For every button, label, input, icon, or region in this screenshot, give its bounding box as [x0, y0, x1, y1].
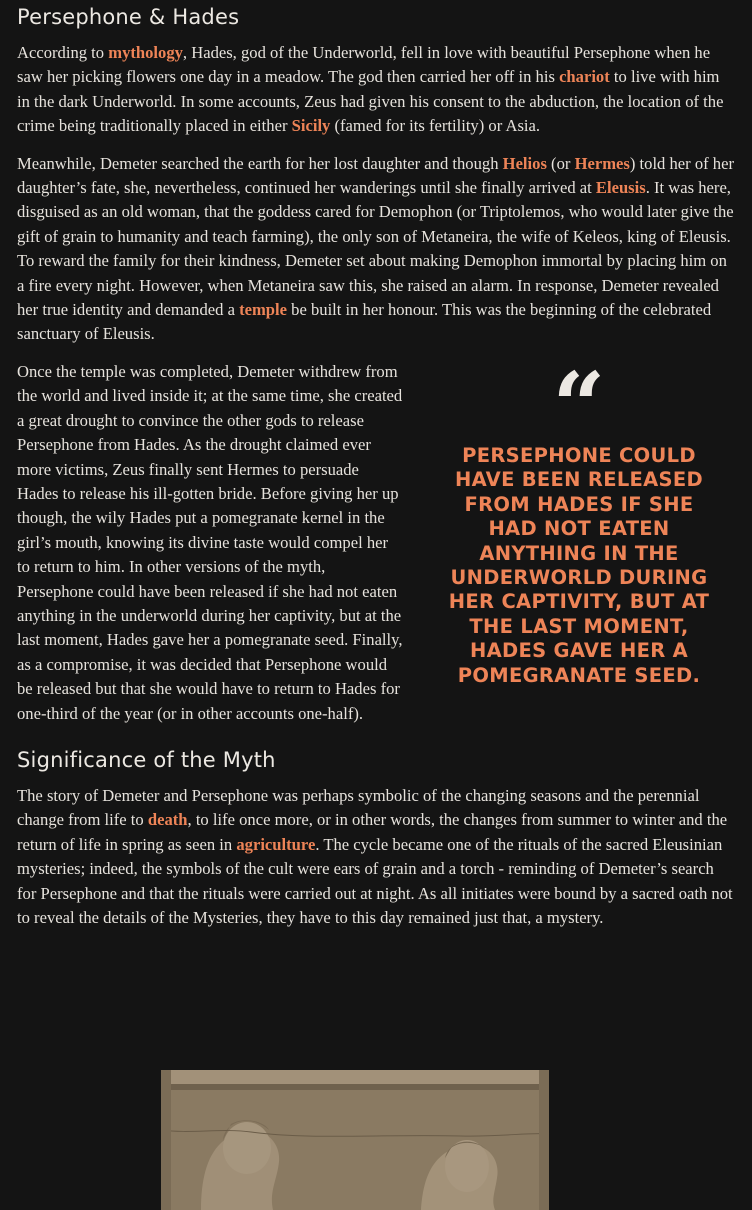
paragraph-2 [17, 152, 735, 347]
link-eleusis[interactable]: Eleusis [595, 178, 646, 198]
paragraph-text: (or [546, 153, 575, 173]
paragraph-text: , to life once more, or in other words, the changes from summer to winter and the return of life in spring as seen in [17, 810, 728, 854]
paragraph-text: to live with him in the dark Underworld. In some accounts, Zeus had given his consent to the abduction, the location of the crime being traditionally placed in either [17, 67, 724, 136]
paragraph-text: Once the temple was completed, Demeter withdrew from the world and lived inside it; at the same time, she created a great drought to convince the other gods to release Persephone from Hades. As the drought claimed ever more victims, Zeus finally sent Hermes to persuade Hades to release his ill-gotten bride. Before giving her up though, the wily Hades put a pomegranate kernel in the girl’s mouth, knowing its divine taste would compel her to return to him. In other versions of the myth, Persephone could have been released if she had not eaten anything in the underworld during her captivity, but at the last moment, Hades gave her a pomegranate seed. Finally, as a compromise, it was decided that Persephone would be released but that she would have to return to Hades for one-third of the year (or in other accounts one-half). [17, 361, 403, 723]
relief-image [161, 1070, 549, 1210]
relief-sculpture [161, 1070, 549, 1210]
paragraph-4 [17, 784, 735, 930]
quote-icon: “ [552, 351, 606, 460]
paragraph-text: Meanwhile, Demeter searched the earth for her lost daughter and though [17, 153, 503, 173]
paragraph-text: According to [17, 43, 109, 62]
paragraph-text: The story of Demeter and Persephone was perhaps symbolic of the changing seasons and the perennial change from life to [17, 785, 700, 830]
section-heading-significance: Significance of the Myth [17, 747, 276, 772]
link-death[interactable]: death [147, 810, 188, 830]
link-temple[interactable]: temple [239, 300, 288, 320]
paragraph-text: . The cycle became one of the rituals of the sacred Eleusinian mysteries; indeed, the symbols of the cult were ears of grain and a torch - reminding of Demeter’s search for Persephone and that the rituals were carried out at night. As all initiates were bound by a sacred oath not to reveal the details of the Mysteries, they have to this day remained just that, a mystery. [17, 834, 733, 927]
paragraph-text: ) told her of her daughter’s fate, she, nevertheless, continued her wanderings until she finally arrived at [17, 153, 734, 198]
paragraph-text: , Hades, god of the Underworld, fell in love with beautiful Persephone when he saw her picking flowers one day in a meadow. The god then carried her off in his [17, 43, 711, 87]
link-mythology[interactable]: mythology [108, 43, 183, 62]
pull-quote-text: PERSEPHONE COULD HAVE BEEN RELEASED FROM HADES IF SHE HAD NOT EATEN ANYTHING IN THE UNDERWORLD DURING HER CAPTIVITY, BUT AT THE LAST MOMENT, HADES GAVE HER A POMEGRANATE SEED. [448, 443, 710, 687]
link-agriculture[interactable]: agriculture [236, 834, 316, 854]
link-helios[interactable]: Helios [502, 153, 547, 173]
link-sicily[interactable]: Sicily [291, 116, 331, 136]
paragraph-text: be built in her honour. This was the beginning of the celebrated sanctuary of Eleusis. [17, 300, 712, 344]
pull-quote [444, 351, 735, 688]
section-heading-persephone-hades: Persephone & Hades [17, 5, 240, 29]
paragraph-text: . It was here, disguised as an old woman, that the goddess cared for Demophon (or Triptolemos, who would later give the gift of grain to humanity and teach farming), the only son of Metaneira, the wife of Keleos, king of Eleusis. To reward the family for their kindness, Demeter set about making Demophon immortal by placing him on a fire every night. However, when Metaneira saw this, she raised an alarm. In response, Demeter revealed her true identity and demanded a [17, 178, 734, 320]
paragraph-1 [17, 41, 735, 139]
paragraph-text: (famed for its fertility) or Asia. [330, 116, 541, 136]
link-chariot[interactable]: chariot [559, 67, 610, 87]
link-hermes[interactable]: Hermes [574, 153, 630, 173]
